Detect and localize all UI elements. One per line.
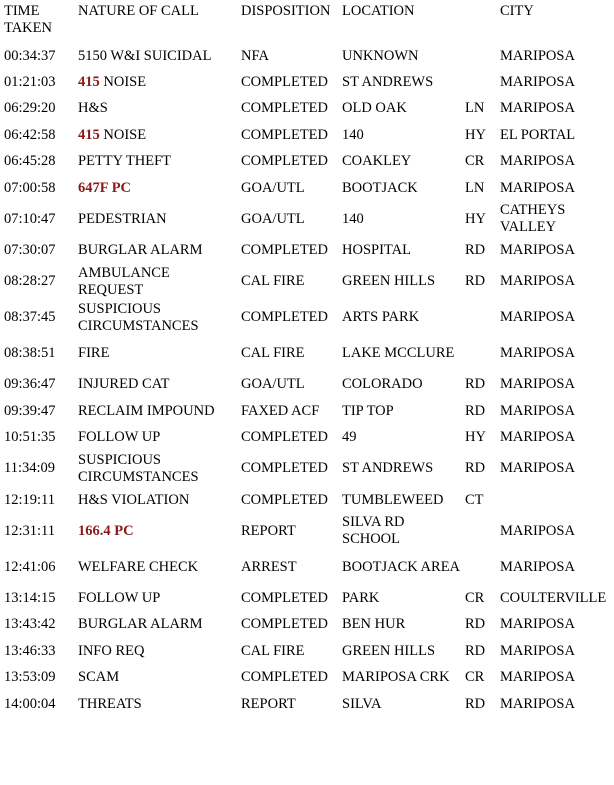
cell-suffix (461, 549, 496, 585)
cell-location: ST ANDREWS (342, 74, 434, 91)
cell-location: ARTS PARK (342, 309, 420, 326)
cell-nature (74, 638, 237, 664)
cell-location: 140 (342, 210, 364, 227)
cell-suffix: RD (465, 402, 486, 419)
cell-suffix: RD (465, 460, 486, 477)
call-nature-text: AMBULANCE REQUEST (78, 264, 170, 298)
cell-disposition: REPORT (241, 695, 296, 712)
cell-location: TIP TOP (342, 402, 394, 419)
cell-suffix: LN (465, 100, 485, 117)
cell-time: 12:41:06 (4, 558, 56, 575)
cell-time: 07:10:47 (4, 210, 56, 227)
table-row (0, 122, 614, 148)
cell-location: BOOTJACK (342, 179, 418, 196)
call-code: 415 (78, 74, 100, 91)
call-nature-text: BURGLAR ALARM (78, 242, 203, 259)
cell-nature (74, 487, 237, 513)
cell-location: OLD OAK (342, 100, 407, 117)
cell-city: MARIPOSA (500, 47, 575, 64)
header-city: CITY (500, 3, 534, 19)
cell-city: CATHEYS VALLEY (500, 202, 566, 236)
table-row (0, 96, 614, 122)
cell-city: MARIPOSA (500, 74, 575, 91)
table-row (0, 237, 614, 263)
cell-suffix: HY (465, 210, 486, 227)
cell-nature (74, 451, 237, 487)
cell-disposition: COMPLETED (241, 460, 328, 477)
cell-disposition: COMPLETED (241, 429, 328, 446)
call-nature-text: SCAM (78, 669, 120, 686)
call-nature-text: H&S (78, 100, 108, 117)
table-row (0, 336, 614, 372)
cell-location: TUMBLEWEED (342, 491, 444, 508)
cell-location: 140 (342, 126, 364, 143)
table-row (0, 201, 614, 237)
cell-nature (74, 69, 237, 95)
call-nature-text: INFO REQ (78, 642, 145, 659)
cell-nature (74, 398, 237, 424)
cell-nature (74, 43, 237, 69)
cell-nature (74, 300, 237, 336)
call-nature-text: FOLLOW UP (78, 429, 161, 446)
cell-disposition: ARREST (241, 558, 297, 575)
cell-time: 12:31:11 (4, 522, 56, 539)
cell-disposition: COMPLETED (241, 616, 328, 633)
cell-disposition: COMPLETED (241, 242, 328, 259)
cell-nature (74, 336, 237, 372)
table-row (0, 513, 614, 549)
cell-time: 06:29:20 (4, 100, 56, 117)
cell-suffix: CR (465, 589, 485, 606)
call-nature-text: NOISE (99, 74, 147, 91)
call-nature-text: BURGLAR ALARM (78, 616, 203, 633)
cell-city: MARIPOSA (500, 460, 575, 477)
cell-disposition: GOA/UTL (241, 179, 305, 196)
table-row (0, 69, 614, 95)
cell-disposition: FAXED ACF (241, 402, 320, 419)
cell-suffix: RD (465, 695, 486, 712)
cell-city: MARIPOSA (500, 695, 575, 712)
cell-disposition: COMPLETED (241, 491, 328, 508)
call-nature-text: H&S VIOLATION (78, 491, 190, 508)
cell-disposition: CAL FIRE (241, 345, 305, 362)
cell-city: MARIPOSA (500, 376, 575, 393)
table-row (0, 585, 614, 611)
header-nature: NATURE OF CALL (78, 3, 199, 19)
table-row (0, 549, 614, 585)
cell-suffix: RD (465, 242, 486, 259)
cell-nature (74, 549, 237, 585)
cell-location: HOSPITAL (342, 242, 411, 259)
call-nature-text: FIRE (78, 345, 110, 362)
cell-time: 06:42:58 (4, 126, 56, 143)
cell-city: MARIPOSA (500, 616, 575, 633)
cell-location: UNKNOWN (342, 47, 419, 64)
cell-location: LAKE MCCLURE (342, 345, 455, 362)
cell-suffix: RD (465, 616, 486, 633)
cell-location: BOOTJACK AREA (342, 558, 461, 575)
cell-nature (74, 691, 237, 717)
table-row (0, 43, 614, 69)
cell-nature (74, 149, 237, 175)
cell-disposition: COMPLETED (241, 589, 328, 606)
cell-nature (74, 372, 237, 398)
cell-disposition: CAL FIRE (241, 642, 305, 659)
cell-disposition: CAL FIRE (241, 273, 305, 290)
header-time: TIME TAKEN (4, 3, 52, 36)
call-code: 415 (78, 126, 100, 143)
cell-suffix (461, 69, 496, 95)
cell-time: 07:30:07 (4, 242, 56, 259)
cell-time: 09:36:47 (4, 376, 56, 393)
cell-time: 13:43:42 (4, 616, 56, 633)
cell-nature (74, 513, 237, 549)
table-row (0, 451, 614, 487)
cell-location: PARK (342, 589, 380, 606)
cell-time: 13:53:09 (4, 669, 56, 686)
header-location: LOCATION (342, 3, 415, 19)
table-row (0, 691, 614, 717)
cell-suffix: CT (465, 491, 484, 508)
cell-time: 07:00:58 (4, 179, 56, 196)
cell-nature (74, 175, 237, 201)
cell-disposition: COMPLETED (241, 126, 328, 143)
cell-nature (74, 585, 237, 611)
cell-disposition: COMPLETED (241, 153, 328, 170)
cell-city: MARIPOSA (500, 642, 575, 659)
cell-suffix (461, 513, 496, 549)
cell-location: BEN HUR (342, 616, 406, 633)
cell-suffix: CR (465, 669, 485, 686)
cell-time: 06:45:28 (4, 153, 56, 170)
cell-city: MARIPOSA (500, 273, 575, 290)
cell-suffix: RD (465, 273, 486, 290)
cell-location: COLORADO (342, 376, 423, 393)
cell-location: SILVA RD SCHOOL (342, 514, 405, 548)
cell-suffix: HY (465, 126, 486, 143)
cell-location: ST ANDREWS (342, 460, 434, 477)
header-suffix (461, 0, 496, 43)
cell-nature (74, 96, 237, 122)
cell-nature (74, 122, 237, 148)
cell-suffix: RD (465, 376, 486, 393)
cell-location: GREEN HILLS (342, 273, 436, 290)
cell-location: COAKLEY (342, 153, 412, 170)
table-row (0, 398, 614, 424)
cell-nature (74, 664, 237, 690)
cell-city: COULTERVILLE (500, 589, 607, 606)
table-row (0, 372, 614, 398)
cell-suffix: HY (465, 429, 486, 446)
cell-city: MARIPOSA (500, 669, 575, 686)
cell-city (496, 487, 614, 513)
cell-time: 08:38:51 (4, 345, 56, 362)
call-nature-text: NOISE (99, 126, 147, 143)
cell-time: 13:46:33 (4, 642, 56, 659)
cell-time: 08:28:27 (4, 273, 56, 290)
call-nature-text: FOLLOW UP (78, 589, 161, 606)
cell-time: 14:00:04 (4, 695, 56, 712)
cell-suffix (461, 43, 496, 69)
cell-nature (74, 201, 237, 237)
cell-time: 09:39:47 (4, 402, 56, 419)
call-nature-text: SUSPICIOUS CIRCUMSTANCES (78, 451, 199, 485)
cell-city: MARIPOSA (500, 558, 575, 575)
call-nature-text: RECLAIM IMPOUND (78, 402, 215, 419)
cell-disposition: COMPLETED (241, 74, 328, 91)
cell-location: GREEN HILLS (342, 642, 436, 659)
table-row (0, 149, 614, 175)
cell-disposition: COMPLETED (241, 100, 328, 117)
cell-suffix: LN (465, 179, 485, 196)
cell-city: MARIPOSA (500, 100, 575, 117)
cell-location: MARIPOSA CRK (342, 669, 450, 686)
cell-time: 12:19:11 (4, 491, 56, 508)
cell-suffix (461, 300, 496, 336)
cell-city: MARIPOSA (500, 309, 575, 326)
cell-location: SILVA (342, 695, 382, 712)
table-row (0, 638, 614, 664)
cell-suffix (461, 336, 496, 372)
cell-disposition: GOA/UTL (241, 210, 305, 227)
cell-nature (74, 264, 237, 300)
header-row (0, 0, 614, 43)
table-row (0, 300, 614, 336)
cell-nature (74, 612, 237, 638)
cell-disposition: GOA/UTL (241, 376, 305, 393)
call-code: 647F PC (78, 179, 132, 196)
cell-time: 00:34:37 (4, 47, 56, 64)
cell-time: 01:21:03 (4, 74, 56, 91)
cell-city: MARIPOSA (500, 179, 575, 196)
cell-time: 11:34:09 (4, 460, 56, 477)
call-nature-text: 5150 W&I SUICIDAL (78, 47, 212, 64)
cell-disposition: REPORT (241, 522, 296, 539)
cell-suffix: CR (465, 153, 485, 170)
call-nature-text: THREATS (78, 695, 142, 712)
cell-nature (74, 237, 237, 263)
call-nature-text: INJURED CAT (78, 376, 170, 393)
cell-disposition: NFA (241, 47, 269, 64)
cell-location: 49 (342, 429, 357, 446)
call-nature-text: SUSPICIOUS CIRCUMSTANCES (78, 300, 199, 334)
call-nature-text: WELFARE CHECK (78, 558, 199, 575)
cell-city: MARIPOSA (500, 345, 575, 362)
table-row (0, 664, 614, 690)
cell-time: 10:51:35 (4, 429, 56, 446)
cell-time: 08:37:45 (4, 309, 56, 326)
cell-disposition: COMPLETED (241, 309, 328, 326)
table-row (0, 612, 614, 638)
call-nature-text: PEDESTRIAN (78, 210, 167, 227)
cell-city: EL PORTAL (500, 126, 576, 143)
table-row (0, 264, 614, 300)
call-code: 166.4 PC (78, 522, 134, 539)
cell-suffix: RD (465, 642, 486, 659)
cell-city: MARIPOSA (500, 522, 575, 539)
call-nature-text: PETTY THEFT (78, 153, 172, 170)
table-row (0, 487, 614, 513)
table-row (0, 425, 614, 451)
cell-city: MARIPOSA (500, 242, 575, 259)
cell-city: MARIPOSA (500, 402, 575, 419)
cell-nature (74, 425, 237, 451)
table-row (0, 175, 614, 201)
header-disposition: DISPOSITION (241, 3, 331, 19)
cell-time: 13:14:15 (4, 589, 56, 606)
cell-disposition: COMPLETED (241, 669, 328, 686)
cell-city: MARIPOSA (500, 153, 575, 170)
cell-city: MARIPOSA (500, 429, 575, 446)
